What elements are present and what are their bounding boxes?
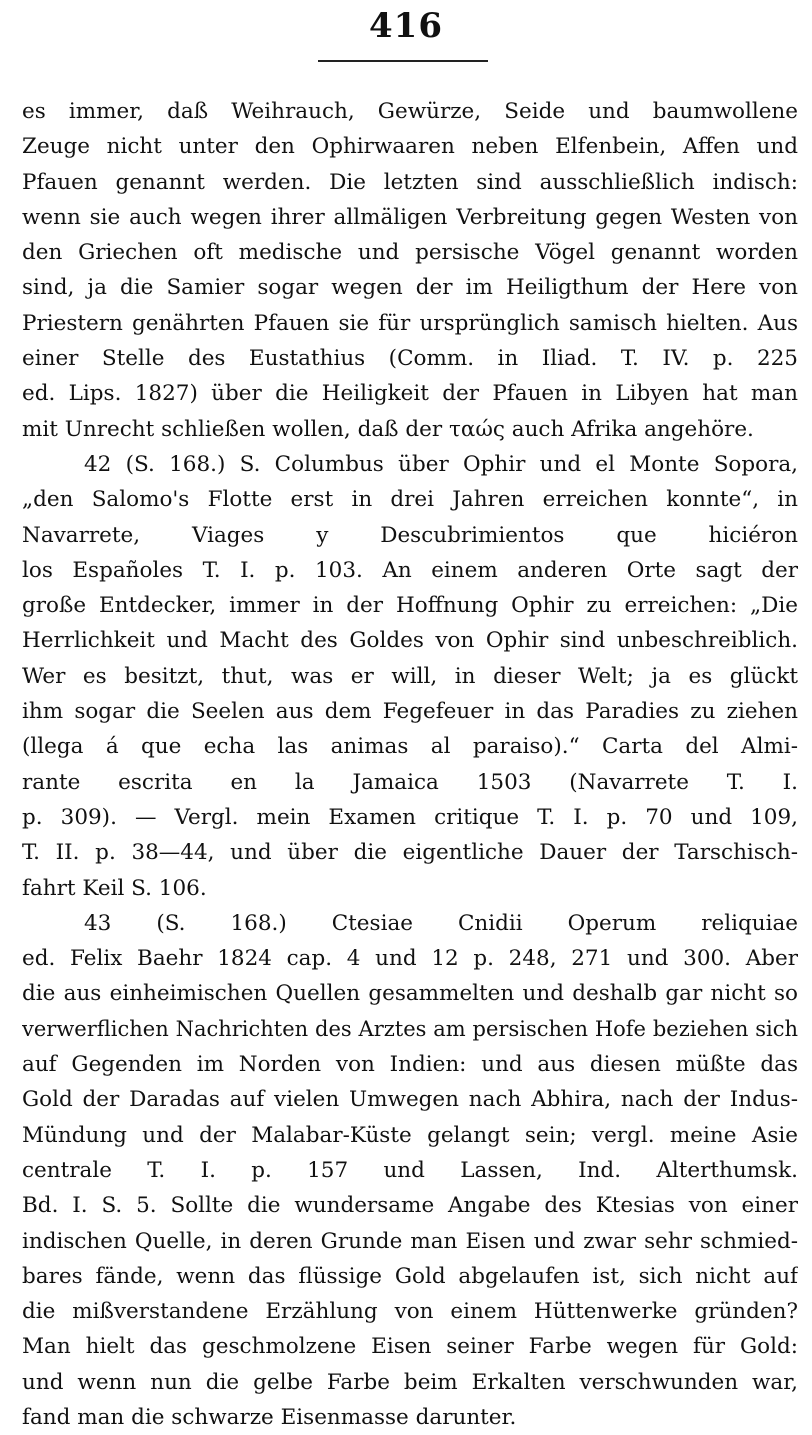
text-line: einer Stelle des Eustathius (Comm. in Iliad. T. IV. p. 225	[22, 346, 798, 372]
text-line: rante escrita en la Jamaica 1503 (Navarrete T. I.	[22, 769, 798, 795]
text-line: die aus einheimischen Quellen gesammelten und deshalb gar nicht so	[22, 981, 798, 1007]
text-line: Mündung und der Malabar-Küste gelangt sein; vergl. meine Asie	[22, 1122, 798, 1148]
text-line: Zeuge nicht unter den Ophirwaaren neben Elfenbein, Affen und	[22, 134, 798, 160]
text-line: centrale T. I. p. 157 und Lassen, Ind. Alterthumsk.	[22, 1157, 798, 1183]
text-line: Wer es besitzt, thut, was er will, in dieser Welt; ja es glückt	[22, 663, 798, 689]
text-line: wenn sie auch wegen ihrer allmäligen Verbreitung gegen Westen von	[22, 204, 798, 230]
text-line: Navarrete, Viages y Descubrimientos que hiciéron	[22, 522, 798, 548]
text-line: ed. Felix Baehr 1824 cap. 4 und 12 p. 248, 271 und 300. Aber	[22, 946, 798, 972]
text-line: auf Gegenden im Norden von Indien: und aus diesen müßte das	[22, 1052, 798, 1078]
header-rule	[318, 60, 488, 62]
text-line: Gold der Daradas auf vielen Umwegen nach Abhira, nach der Indus-	[22, 1087, 798, 1113]
text-line: die mißverstandene Erzählung von einem Hüttenwerke gründen?	[22, 1299, 798, 1325]
text-line: verwerflichen Nachrichten des Arztes am persischen Hofe beziehen sich	[22, 1016, 798, 1041]
text-line: indischen Quelle, in deren Grunde man Eisen und zwar sehr schmied-	[22, 1228, 798, 1254]
text-line: 43 (S. 168.) Ctesiae Cnidii Operum reliquiae	[84, 910, 798, 936]
page-number: 416	[369, 6, 443, 46]
text-line: Bd. I. S. 5. Sollte die wundersame Angabe des Ktesias von einer	[22, 1193, 798, 1219]
text-line: bares fände, wenn das flüssige Gold abgelaufen ist, sich nicht auf	[22, 1263, 798, 1289]
footnote-text-block	[22, 94, 798, 1435]
text-line: Man hielt das geschmolzene Eisen seiner Farbe wegen für Gold:	[22, 1334, 798, 1360]
text-line: es immer, daß Weihrauch, Gewürze, Seide und baumwollene	[22, 99, 798, 124]
text-line: den Griechen oft medische und persische Vögel genannt worden	[22, 240, 798, 266]
text-line: ed. Lips. 1827) über die Heiligkeit der Pfauen in Libyen hat man	[22, 381, 798, 407]
text-line: 42 (S. 168.) S. Columbus über Ophir und el Monte Sopora,	[84, 451, 798, 477]
text-line: und wenn nun die gelbe Farbe beim Erkalten verschwunden war,	[22, 1369, 798, 1395]
text-line: T. II. p. 38—44, und über die eigentliche Dauer der Tarschisch-	[22, 840, 798, 866]
text-line: fahrt Keil S. 106.	[22, 875, 207, 901]
text-line: „den Salomo's Flotte erst in drei Jahren erreichen konnte“, in	[22, 487, 798, 513]
text-line: fand man die schwarze Eisenmasse darunter.	[22, 1404, 517, 1430]
text-line: mit Unrecht schließen wollen, daß der ταώς auch Afrika angehöre.	[22, 416, 754, 442]
text-line: Priestern genährten Pfauen sie für ursprünglich samisch hielten. Aus	[22, 310, 798, 336]
text-line: los Españoles T. I. p. 103. An einem anderen Orte sagt der	[22, 557, 798, 583]
text-line: Herrlichkeit und Macht des Goldes von Ophir sind unbeschreiblich.	[22, 628, 798, 654]
text-line: große Entdecker, immer in der Hoffnung Ophir zu erreichen: „Die	[22, 593, 798, 619]
text-line: sind, ja die Samier sogar wegen der im Heiligthum der Here von	[22, 275, 798, 301]
text-line: Pfauen genannt werden. Die letzten sind ausschließlich indisch:	[22, 169, 798, 195]
text-line: ihm sogar die Seelen aus dem Fegefeuer in das Paradies zu ziehen	[22, 699, 798, 725]
text-line: p. 309). — Vergl. mein Examen critique T. I. p. 70 und 109,	[22, 804, 798, 830]
text-line: (llega á que echa las animas al paraiso).“ Carta del Almi-	[22, 734, 798, 760]
